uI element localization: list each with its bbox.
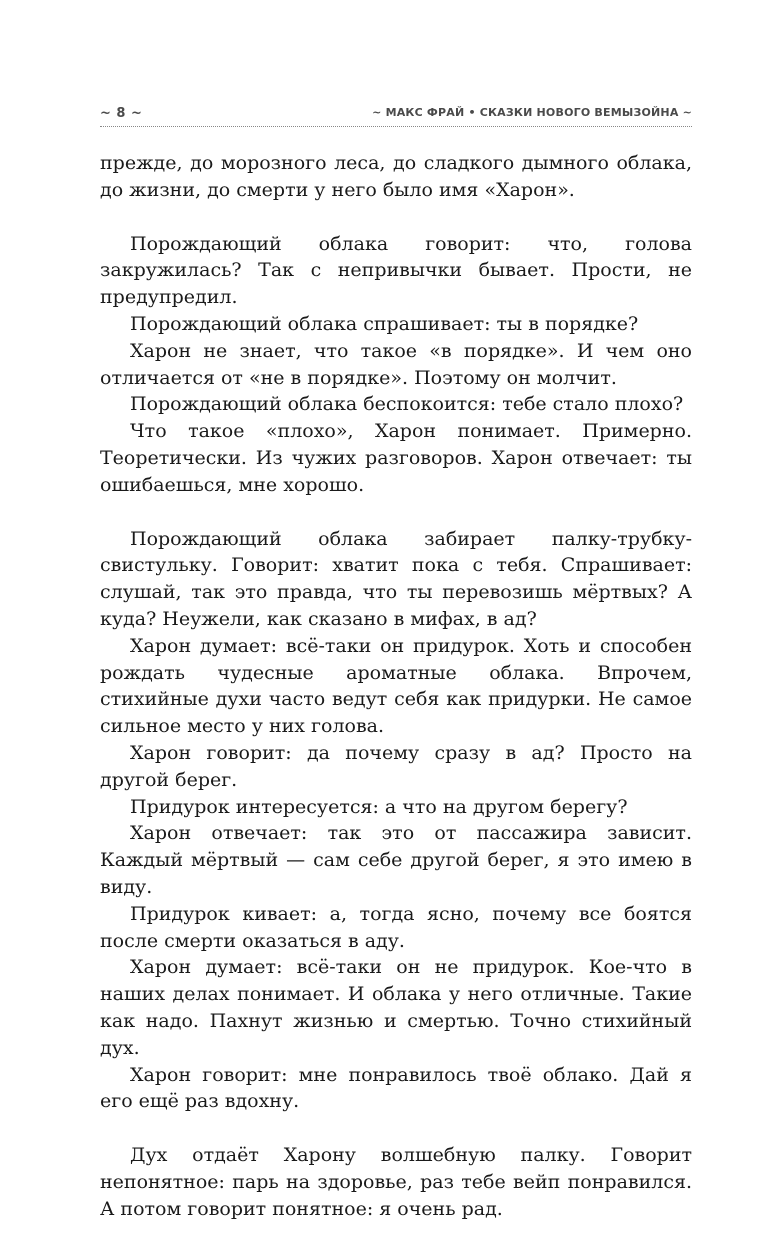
paragraph: Порождающий облака беспокоится: тебе стало плохо?	[130, 393, 684, 416]
paragraph: Порождающий облака забирает палку-трубку-свистульку. Говорит: хватит пока с тебя. Спрашивает: слушай, так это правда, что ты перевозишь мёртвых? А куда? Неужели, как сказано в мифах, в ад?	[100, 527, 692, 630]
running-title: ~ МАКС ФРАЙ • СКАЗКИ НОВОГО ВЕМЫЗОЙНА ~	[372, 106, 692, 119]
section-break	[100, 499, 692, 526]
paragraph: Порождающий облака говорит: что, голова закружилась? Так с непривычки бывает. Прости, не предупредил.	[100, 232, 692, 309]
paragraph: Харон отвечает: так это от пассажира зависит. Каждый мёртвый — сам себе другой берег, я это имею в виду.	[100, 822, 692, 898]
running-header	[100, 106, 692, 128]
section-break	[100, 1115, 692, 1142]
paragraph: Что такое «плохо», Харон понимает. Примерно. Теоретически. Из чужих разговоров. Харон отвечает: ты ошибаешься, мне хорошо.	[100, 420, 692, 496]
paragraph: Придурок кивает: а, тогда ясно, почему все боятся после смерти оказаться в аду.	[100, 902, 692, 952]
header-rule	[100, 126, 692, 127]
paragraph: Харон думает: всё-таки он не придурок. Кое-что в наших делах понимает. И облака у него отличные. Такие как надо. Пахнут жизнью и смертью. Точно стихийный дух.	[100, 956, 692, 1059]
paragraph: Харон говорит: мне понравилось твоё облако. Дай я его ещё раз вдохну.	[100, 1063, 692, 1113]
paragraph: Дух отдаёт Харону волшебную палку. Говорит непонятное: парь на здоровье, раз тебе вейп понравился. А потом говорит понятное: я очень рад.	[100, 1144, 692, 1220]
paragraph: Придурок интересуется: а что на другом берегу?	[130, 795, 628, 818]
section-break	[100, 204, 692, 231]
paragraph: Харон говорит: да почему сразу в ад? Просто на другой берег.	[100, 741, 692, 791]
body-text	[100, 150, 692, 1222]
paragraph: прежде, до морозного леса, до сладкого дымного облака, до жизни, до смерти у него было имя «Харон».	[100, 152, 692, 201]
page-number: ~ 8 ~	[100, 106, 143, 121]
paragraph: Харон думает: всё-таки он придурок. Хоть и способен рождать чудесные ароматные облака. Впрочем, стихийные духи часто ведут себя как придурки. Не самое сильное место у них голова.	[100, 634, 692, 738]
paragraph: Порождающий облака спрашивает: ты в порядке?	[130, 312, 639, 335]
paragraph: Харон не знает, что такое «в порядке». И чем оно отличается от «не в порядке». Поэтому он молчит.	[100, 339, 692, 389]
